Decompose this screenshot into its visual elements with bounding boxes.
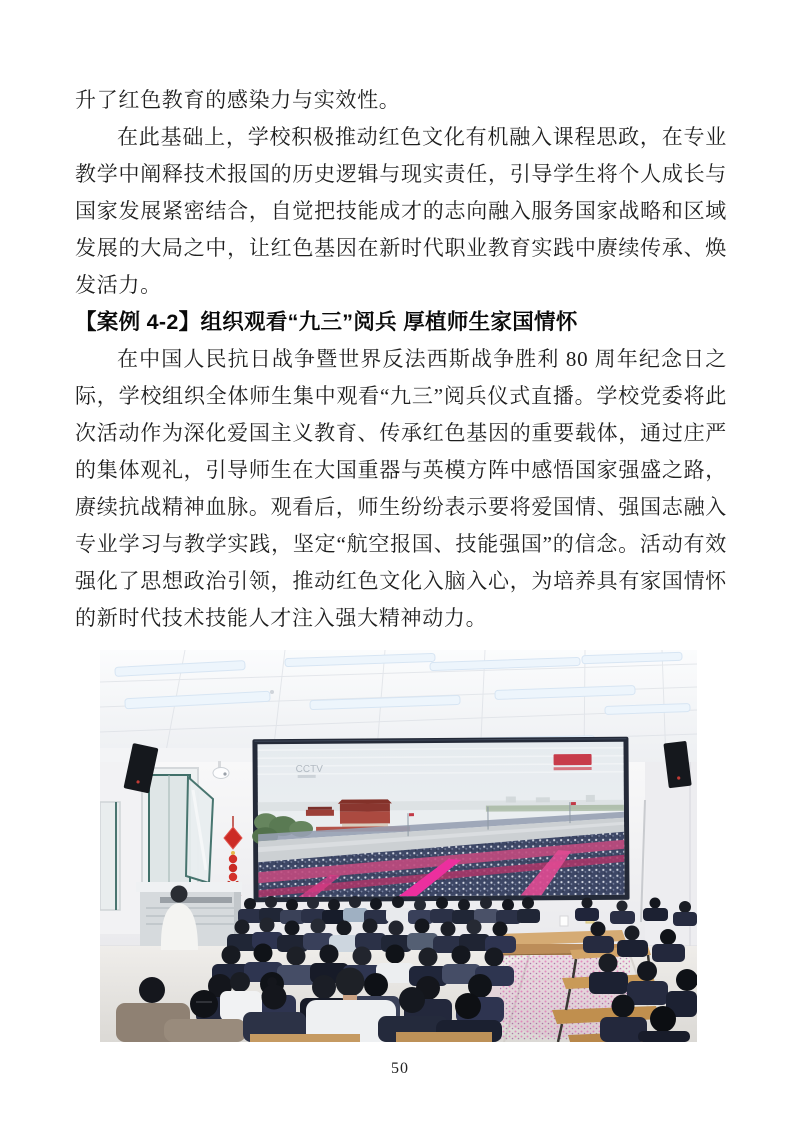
case-heading: 【案例 4-2】组织观看“九三”阅兵 厚植师生家国情怀 [75,310,578,334]
classroom-photo-graphic [100,650,697,1042]
wall-outlet [560,916,568,926]
broadcast-watermark: CCTV [295,763,323,776]
paragraph-basis: 在此基础上，学校积极推动红色文化有机融入课程思政，在专业教学中阐释技术报国的历史逻辑与现实责任，引导学生将个人成长与国家发展紧密结合，自觉把技能成才的志向融入服务国家战略和区域发展的大局之中，让红色基因在新时代职业教育实践中赓续传承、焕发活力。 [75,125,727,297]
sprinkler-dot [270,690,274,694]
page-number: 50 [391,1060,409,1077]
classroom-photo [100,650,697,1042]
document-body [75,82,727,637]
led-screen [251,737,629,903]
paragraph-case: 在中国人民抗日战争暨世界反法西斯战争胜利 80 周年纪念日之际，学校组织全体师生集中观看“九三”阅兵仪式直播。学校党委将此次活动作为深化爱国主义教育、传承红色基因的重要载体，通过庄严的集体观礼，引导师生在大国重器与英模方阵中感悟国家强盛之路，赓续抗战精神血脉。观看后，师生纷纷表示要将爱国情、强国志融入专业学习与教学实践，坚定“航空报国、技能强国”的信念。活动有效强化了思想政治引领，推动红色文化入脑入心，为培养具有家国情怀的新时代技术技能人才注入强大精神动力。 [75,347,727,630]
parade-logo [554,754,592,770]
paragraph-continuation: 升了红色教育的感染力与实效性。 [75,88,401,112]
